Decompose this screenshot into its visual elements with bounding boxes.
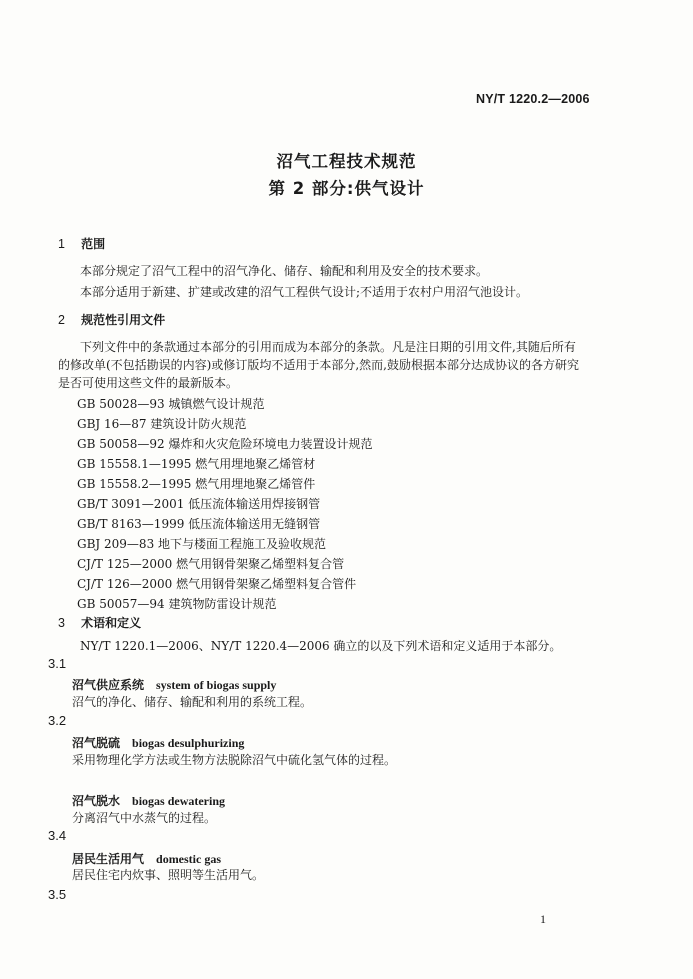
term-entry (72, 792, 225, 809)
term-definition: 分离沼气中水蒸气的过程。 (72, 811, 217, 825)
reference-item: GB 50057—94 建筑物防雷设计规范 (77, 597, 277, 611)
term-entry (72, 850, 221, 867)
section-1-number: 1 (58, 237, 65, 251)
section-1-heading (58, 235, 105, 252)
term-entry (72, 676, 276, 693)
reference-item: GBJ 209—83 地下与楼面工程施工及验收规范 (77, 537, 327, 551)
clause-number: 3.1 (48, 656, 67, 671)
term-chinese: 居民生活用气 (72, 852, 145, 866)
reference-item: GB 50058—92 爆炸和火灾危险环境电力装置设计规范 (77, 437, 373, 451)
document-subtitle: 第 2 部分:供气设计 (268, 179, 425, 198)
section-2-intro-line-1: 下列文件中的条款通过本部分的引用而成为本部分的条款。凡是注日期的引用文件,其随后所有 (80, 340, 576, 354)
term-definition: 沼气的净化、储存、输配和利用的系统工程。 (72, 695, 313, 709)
term-entry (72, 734, 244, 751)
term-definition: 采用物理化学方法或生物方法脱除沼气中硫化氢气体的过程。 (72, 753, 397, 767)
reference-item: GB 15558.1—1995 燃气用埋地聚乙烯管材 (77, 457, 316, 471)
reference-item: GB/T 8163—1999 低压流体输送用无缝钢管 (77, 517, 321, 531)
section-2-title: 规范性引用文件 (81, 313, 166, 327)
section-2-intro-line-2: 的修改单(不包括勘误的内容)或修订版均不适用于本部分,然而,鼓励根据本部分达成协议的各方研究 (58, 358, 579, 372)
section-3-intro: NY/T 1220.1—2006、NY/T 1220.4—2006 确立的以及下列术语和定义适用于本部分。 (80, 639, 562, 653)
term-english: system of biogas supply (156, 678, 277, 692)
standard-code: NY/T 1220.2—2006 (476, 92, 590, 106)
term-chinese: 沼气脱硫 (72, 736, 121, 750)
section-1-para-2: 本部分适用于新建、扩建或改建的沼气工程供气设计;不适用于农村户用沼气池设计。 (80, 285, 529, 299)
term-english: biogas dewatering (132, 794, 226, 808)
section-1-para-1: 本部分规定了沼气工程中的沼气净化、储存、输配和利用及安全的技术要求。 (80, 264, 489, 278)
reference-item: GB 15558.2—1995 燃气用埋地聚乙烯管件 (77, 477, 316, 491)
section-2-intro-line-3: 是否可使用这些文件的最新版本。 (58, 376, 239, 390)
section-3-heading (58, 614, 141, 631)
clause-number: 3.2 (48, 713, 67, 728)
term-definition: 居民住宅内炊事、照明等生活用气。 (72, 868, 265, 882)
reference-item: CJ/T 125—2000 燃气用钢骨架聚乙烯塑料复合管 (77, 557, 345, 571)
section-3-number: 3 (58, 616, 65, 630)
reference-item: GB 50028—93 城镇燃气设计规范 (77, 397, 265, 411)
clause-number: 3.5 (48, 887, 67, 902)
document-title: 沼气工程技术规范 (276, 152, 417, 171)
section-2-number: 2 (58, 313, 65, 327)
term-english: biogas desulphurizing (132, 736, 245, 750)
page-number: 1 (540, 912, 546, 926)
reference-item: GBJ 16—87 建筑设计防火规范 (77, 417, 247, 431)
section-3-title: 术语和定义 (81, 616, 142, 630)
clause-number: 3.4 (48, 828, 67, 843)
reference-item: CJ/T 126—2000 燃气用钢骨架聚乙烯塑料复合管件 (77, 577, 357, 591)
term-chinese: 沼气供应系统 (72, 678, 145, 692)
section-2-heading (58, 311, 165, 328)
section-1-title: 范围 (81, 237, 106, 251)
term-english: domestic gas (156, 852, 222, 866)
term-chinese: 沼气脱水 (72, 794, 121, 808)
reference-item: GB/T 3091—2001 低压流体输送用焊接钢管 (77, 497, 321, 511)
